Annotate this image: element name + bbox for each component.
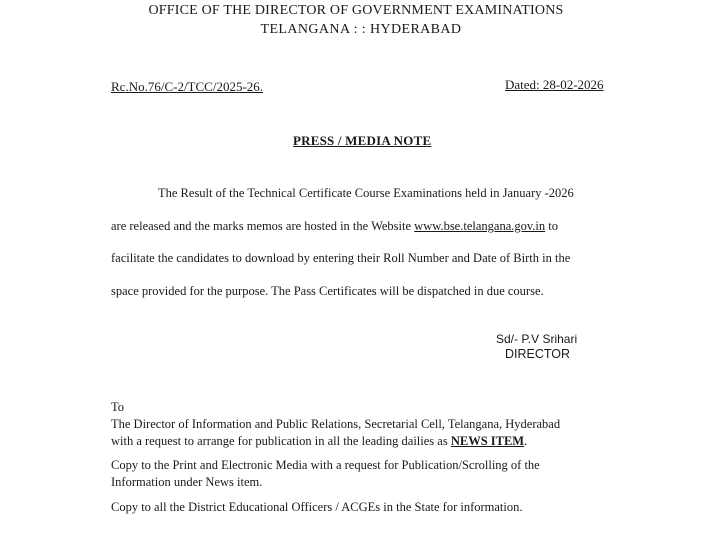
website-link[interactable]: www.bse.telangana.gov.in — [414, 219, 546, 233]
addressee-line-2-post: . — [524, 434, 528, 448]
body-line-3: facilitate the candidates to download by entering their Roll Number and Date of Birth in the — [111, 251, 571, 265]
copy-1-line-2: Information under News item. — [111, 475, 263, 489]
to-label: To — [111, 400, 125, 414]
addressee-line-2 — [111, 434, 527, 449]
office-title: OFFICE OF THE DIRECTOR OF GOVERNMENT EXAMINATIONS — [148, 3, 564, 18]
news-item: NEWS ITEM — [450, 434, 525, 448]
note-title: PRESS / MEDIA NOTE — [293, 133, 432, 148]
body-line-2-pre: are released and the marks memos are hosted in the Website — [111, 219, 415, 233]
body-line-2-post: to — [545, 219, 559, 233]
addressee-line-2-pre: with a request to arrange for publication in all the leading dailies as — [111, 434, 451, 448]
reference-number: Rc.No.76/C-2/TCC/2025-26. — [111, 79, 264, 94]
signature-name: Sd/- P.V Srihari — [496, 332, 578, 346]
body-line-1: The Result of the Technical Certificate Course Examinations held in January -2026 — [158, 186, 574, 200]
body-line-4: space provided for the purpose. The Pass Certificates will be dispatched in due course. — [111, 284, 544, 298]
dated: Dated: 28-02-2026 — [505, 77, 604, 92]
office-location: TELANGANA : : HYDERABAD — [260, 22, 462, 37]
body-line-2 — [111, 219, 558, 234]
copy-2: Copy to all the District Educational Officers / ACGEs in the State for information. — [111, 500, 523, 514]
addressee-line-1: The Director of Information and Public Relations, Secretarial Cell, Telangana, Hyderabad — [111, 417, 561, 431]
signature-designation: DIRECTOR — [505, 347, 571, 361]
copy-1-line-1: Copy to the Print and Electronic Media with a request for Publication/Scrolling of the — [111, 458, 540, 472]
